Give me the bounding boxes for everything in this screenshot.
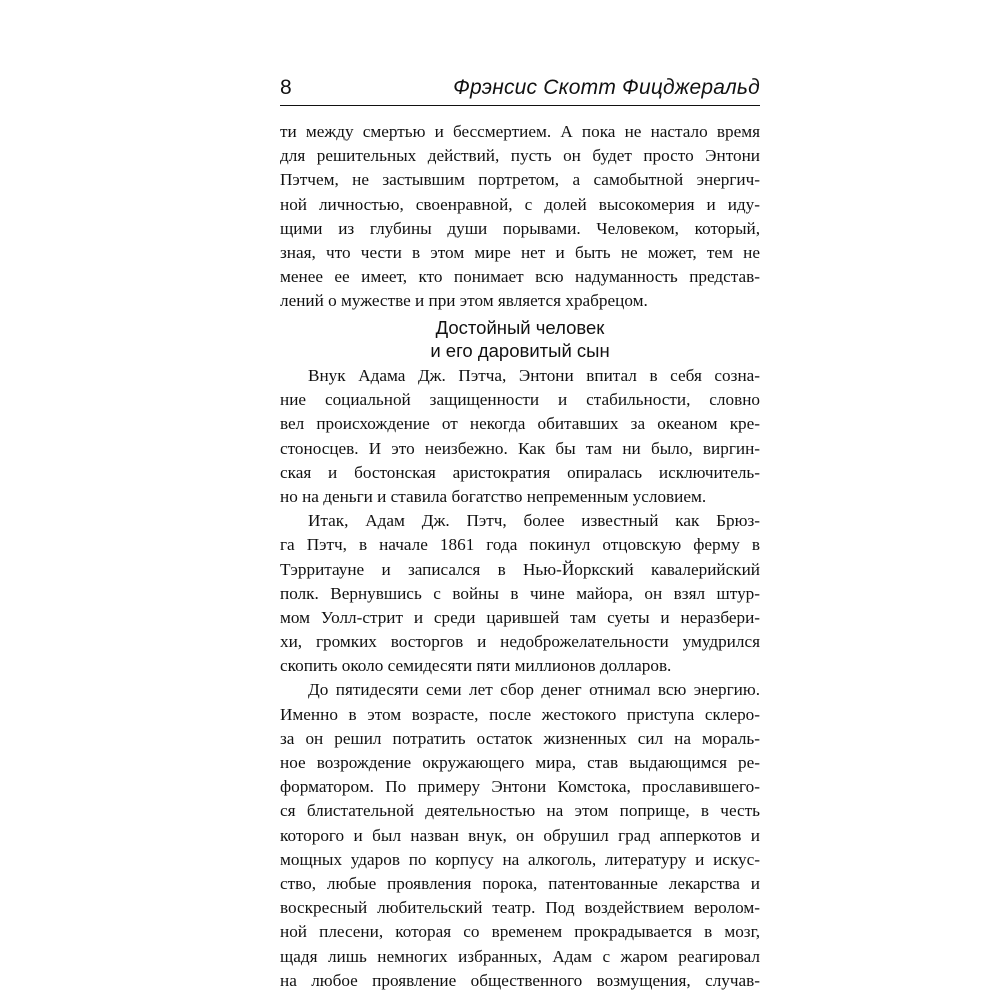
text-line: ти между смертью и бессмертием. А пока не настало время <box>280 122 760 141</box>
text-line: ние социальной защищенности и стабильности, словно <box>280 390 760 410</box>
section-heading-line: и его даровитый сын <box>430 340 610 361</box>
text-line: ся блистательной деятельностью на этом поприще, в честь <box>280 801 760 821</box>
text-line: Пэтчем, не застывшим портретом, а самобытной энергич- <box>280 170 760 190</box>
text-line: которого и был назван внук, он обрушил град апперкотов и <box>280 825 760 845</box>
text-line: но на деньги и ставила богатство непременным условием. <box>280 486 707 506</box>
text-line: на любое проявление общественного возмущения, случав- <box>280 970 760 990</box>
text-line: мощных ударов по корпусу на алкоголь, литературу и искус- <box>280 849 760 869</box>
text-line: щадя лишь немногих избранных, Адам с жаром реагировал <box>280 946 760 966</box>
text-line: за он решил потратить остаток жизненных сил на мораль- <box>280 728 760 748</box>
text-line: Итак, Адам Дж. Пэтч, более известный как Брюз- <box>308 511 760 531</box>
text-line: ное возрождение окружающего мира, став выдающимся ре- <box>280 753 760 772</box>
text-line: воскресный любительский театр. Под воздействием веролом- <box>280 898 760 918</box>
page-header <box>280 72 760 106</box>
page-number: 8 <box>280 76 292 99</box>
text-line: полк. Вернувшись с войны в чине майора, он взял штур- <box>280 583 760 603</box>
text-line: га Пэтч, в начале 1861 года покинул отцовскую ферму в <box>280 535 760 555</box>
section-heading <box>280 316 760 362</box>
text-line: ская и бостонская аристократия опиралась исключитель- <box>280 462 760 482</box>
text-line: менее ее имеет, кто понимает всю надуманность представ- <box>280 267 760 287</box>
text-line: ной плесени, которая со временем прокрадывается в мозг, <box>280 922 760 942</box>
text-line: хи, громких восторгов и недоброжелательности умудрился <box>280 632 760 652</box>
text-line: зная, что чести в этом мире нет и быть не может, тем не <box>280 242 760 262</box>
text-line: вел происхождение от некогда обитавших за океаном кре- <box>280 414 760 434</box>
text-line: щими из глубины души порывами. Человеком, который, <box>280 218 760 238</box>
text-line: скопить около семидесяти пяти миллионов долларов. <box>280 656 672 676</box>
text-line: форматором. По примеру Энтони Комстока, прославившего- <box>280 777 760 797</box>
book-page <box>280 72 760 990</box>
text-line: для решительных действий, пусть он будет просто Энтони <box>280 146 760 166</box>
text-line: лений о мужестве и при этом является храбрецом. <box>280 291 648 311</box>
text-line: ство, любые проявления порока, патентованные лекарства и <box>280 873 760 893</box>
text-line: До пятидесяти семи лет сбор денег отнимал всю энергию. <box>308 680 760 700</box>
text-line: Внук Адама Дж. Пэтча, Энтони впитал в себя созна- <box>308 366 760 385</box>
section-heading-line: Достойный человек <box>435 317 605 338</box>
running-title: Фрэнсис Скотт Фицджеральд <box>453 76 760 99</box>
text-line: мом Уолл-стрит и среди царившей там суеты и неразбери- <box>280 607 760 627</box>
text-line: Именно в этом возрасте, после жестокого приступа склеро- <box>280 704 760 724</box>
header-rule <box>280 105 760 106</box>
text-line: ной личностью, своенравной, с долей высокомерия и иду- <box>280 194 760 214</box>
text-line: Тэрритауне и записался в Нью-Йоркский кавалерийский <box>280 559 760 579</box>
intro-paragraph <box>280 120 760 314</box>
body-text <box>280 364 760 993</box>
text-line: стоносцев. И это неизбежно. Как бы там ни было, виргин- <box>280 438 760 458</box>
